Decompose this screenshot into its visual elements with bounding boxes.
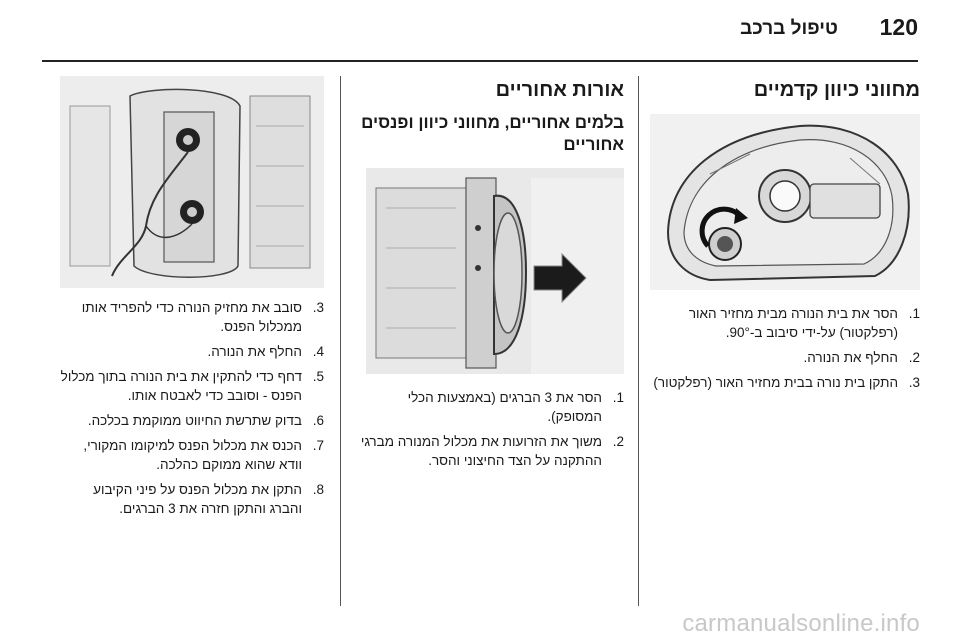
rear-lights-section xyxy=(352,76,624,476)
step-number: 3. xyxy=(908,375,920,390)
section-title: מחווני כיוון קדמיים xyxy=(753,79,920,101)
step-number: 5. xyxy=(312,369,324,384)
chapter-title: טיפול ברכב xyxy=(740,18,838,39)
headlamp-figure xyxy=(650,114,920,290)
step-item xyxy=(650,304,920,342)
column-divider-right xyxy=(638,76,639,606)
step-text: משוך את הזרועות את מכלול המנורה מברגי ההתקנה על הצד החיצוני והסר. xyxy=(360,434,602,468)
step-text: התקן את מכלול הפנס על פיני הקיבוע והברג והתקן חזרה את 3 הברגים. xyxy=(93,482,302,516)
step-number: 1. xyxy=(908,306,920,321)
step-item xyxy=(352,388,624,426)
column-divider-left xyxy=(340,76,341,606)
step-number: 2. xyxy=(612,434,624,449)
bulb-holder-figure xyxy=(60,76,324,288)
rear-lights-continued-section xyxy=(60,76,324,524)
bulb-holder-illustration xyxy=(60,76,324,288)
step-text: החלף את הנורה. xyxy=(803,350,898,365)
step-number: 1. xyxy=(612,390,624,405)
step-item xyxy=(650,348,920,367)
page-header xyxy=(0,0,960,62)
step-text: החלף את הנורה. xyxy=(207,344,302,359)
step-text: דחף כדי להתקין את בית הנורה בתוך מכלול הפנס - וסובב כדי לאבטח אותו. xyxy=(60,369,302,403)
section-subtitle: בלמים אחוריים, מחווני כיוון ופנסים אחוריים xyxy=(361,113,624,154)
step-text: סובב את מחזיק הנורה כדי להפריד אותו ממכלול הפנס. xyxy=(81,300,302,334)
step-item xyxy=(60,342,324,361)
rear-light-continued-steps xyxy=(60,298,324,518)
step-text: הסר את בית הנורה מבית מחזיר האור (רפלקטור) על-ידי סיבוב ב-90°. xyxy=(688,306,898,340)
step-text: הסר את 3 הברגים (באמצעות הכלי המסופק). xyxy=(407,390,602,424)
front-indicator-steps xyxy=(650,304,920,392)
step-number: 7. xyxy=(312,438,324,453)
step-item xyxy=(60,436,324,474)
rear-light-steps xyxy=(352,388,624,470)
page-number: 120 xyxy=(879,14,918,40)
watermark: carmanualsonline.info xyxy=(682,610,920,637)
step-number: 4. xyxy=(312,344,324,359)
step-item xyxy=(352,432,624,470)
step-number: 8. xyxy=(312,482,324,497)
section-title: אורות אחוריים xyxy=(495,79,624,101)
front-indicators-section xyxy=(650,76,920,398)
step-item xyxy=(60,480,324,518)
step-item xyxy=(650,373,920,392)
rear-lamp-illustration xyxy=(366,168,624,374)
step-text: הכנס את מכלול הפנס למיקומו המקורי, וודא שהוא ממוקם כהלכה. xyxy=(83,438,302,472)
step-text: התקן בית נורה בבית מחזיר האור (רפלקטור) xyxy=(653,375,898,390)
step-item xyxy=(60,367,324,405)
step-text: בדוק שתרשת החיווט ממוקמת בכלכה. xyxy=(87,413,302,428)
header-rule xyxy=(42,60,918,62)
step-item xyxy=(60,411,324,430)
step-number: 2. xyxy=(908,350,920,365)
step-item xyxy=(60,298,324,336)
step-number: 3. xyxy=(312,300,324,315)
headlamp-illustration xyxy=(650,114,920,290)
rear-lamp-figure xyxy=(366,168,624,374)
step-number: 6. xyxy=(312,413,324,428)
